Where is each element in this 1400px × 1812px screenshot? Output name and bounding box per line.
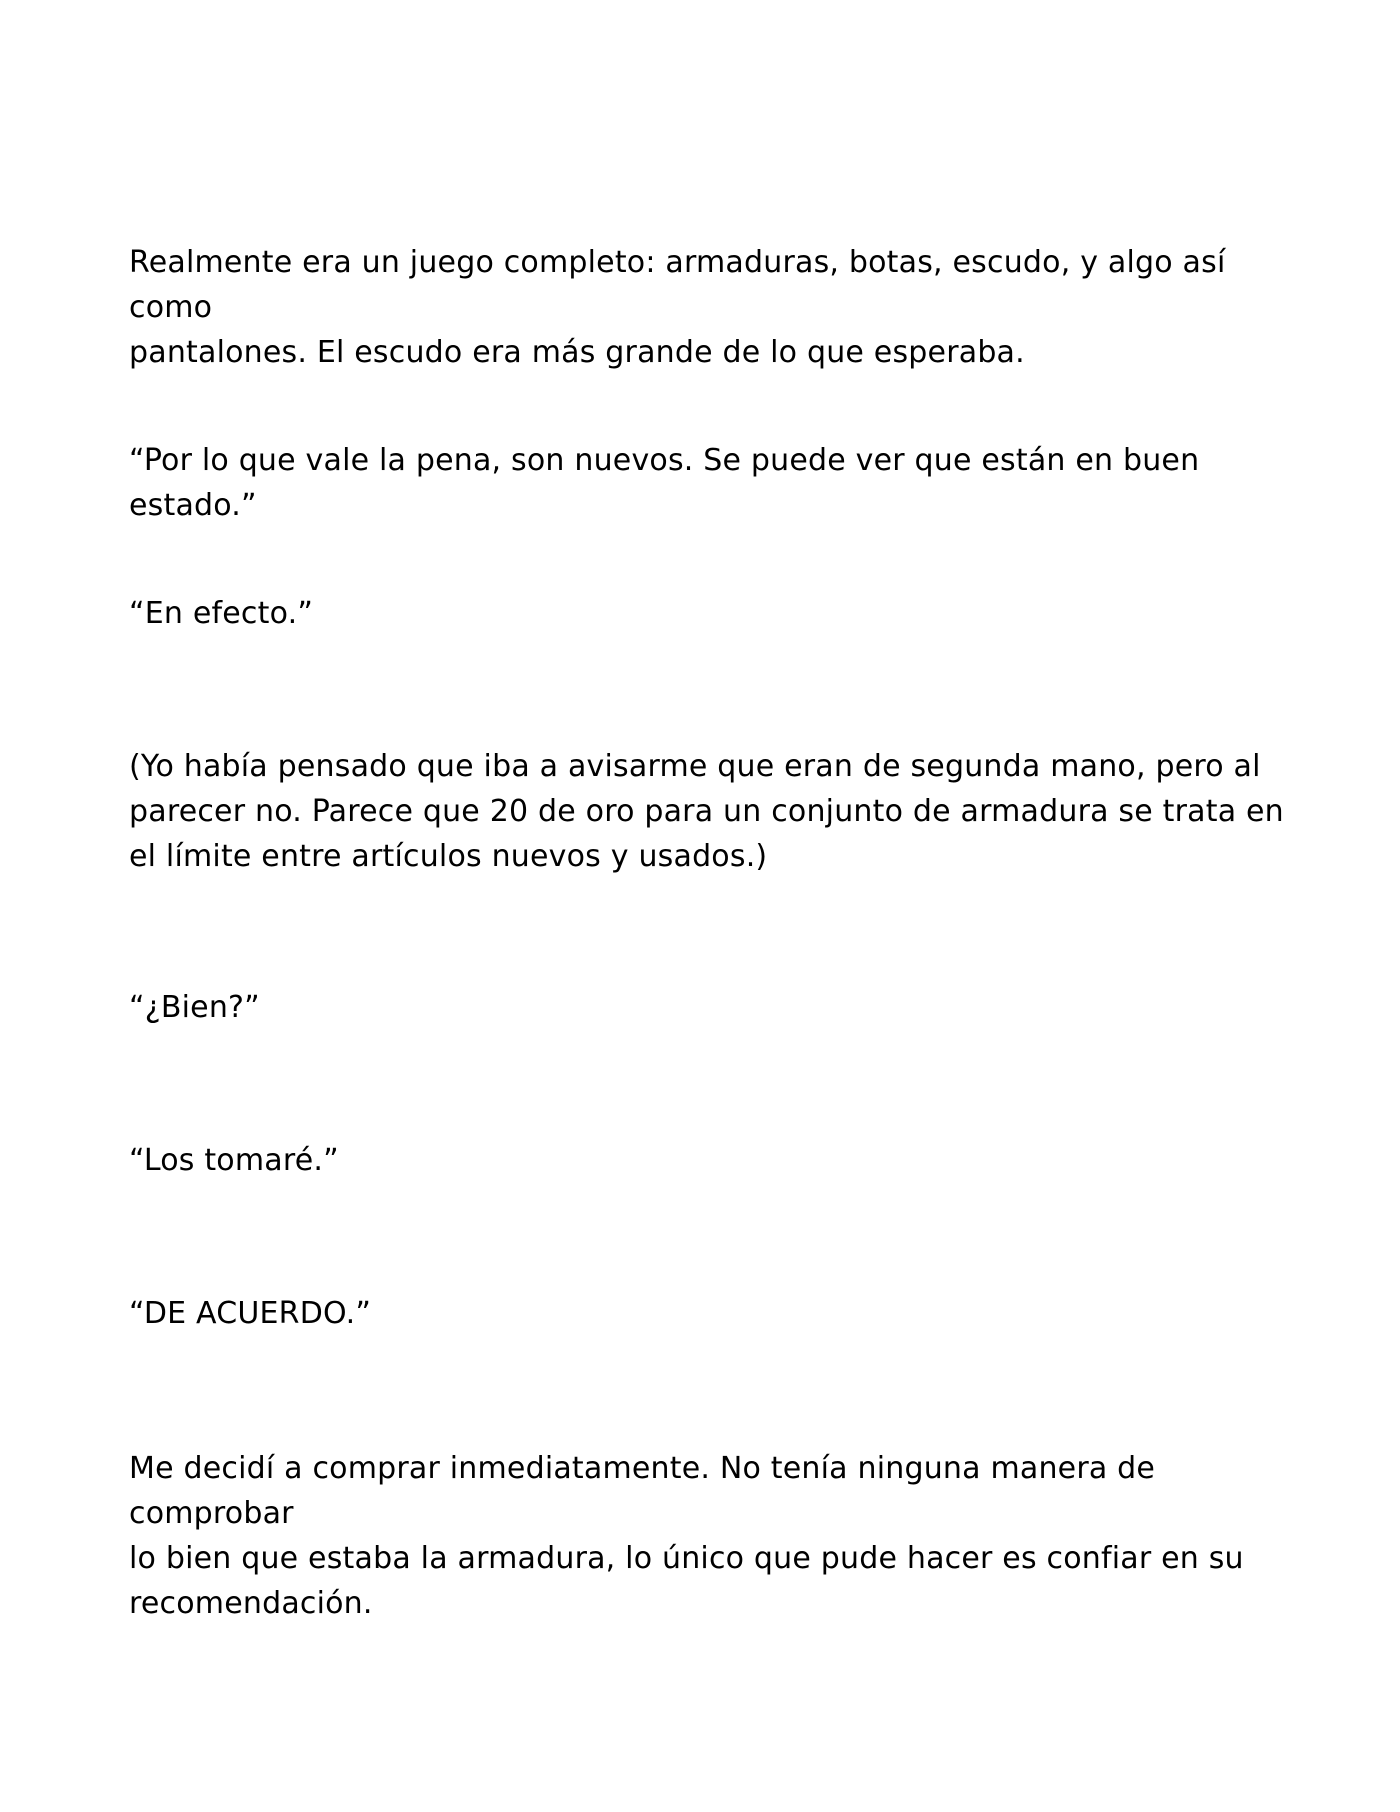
text-line: “¿Bien?” [129,990,260,1025]
text-line: Realmente era un juego completo: armaduras, botas, escudo, y algo así como [129,245,1226,325]
text-line: recomendación. [129,1586,373,1621]
text-line: el límite entre artículos nuevos y usados.) [129,839,768,874]
text-line: “DE ACUERDO.” [129,1296,372,1331]
paragraph-dialogue-agreed [129,1291,1289,1336]
paragraph-narration-decision [129,1446,1289,1626]
text-line: (Yo había pensado que iba a avisarme que eran de segunda mano, pero al [129,749,1261,784]
text-line: parecer no. Parece que 20 de oro para un conjunto de armadura se trata en [129,794,1284,829]
text-line: pantalones. El escudo era más grande de lo que esperaba. [129,335,1025,370]
paragraph-dialogue-well [129,985,1289,1030]
text-line: lo bien que estaba la armadura, lo único que pude hacer es confiar en su [129,1541,1244,1576]
text-line: “En efecto.” [129,596,314,631]
paragraph-narration-armor-set [129,240,1289,375]
text-line: Me decidí a comprar inmediatamente. No tenía ninguna manera de comprobar [129,1451,1156,1531]
paragraph-dialogue-take-them [129,1138,1289,1183]
text-line: “Por lo que vale la pena, son nuevos. Se puede ver que están en buen estado.” [129,443,1200,523]
text-line: “Los tomaré.” [129,1143,339,1178]
paragraph-inner-thought [129,744,1289,879]
paragraph-dialogue-new-items [129,438,1289,528]
paragraph-dialogue-indeed [129,591,1289,636]
